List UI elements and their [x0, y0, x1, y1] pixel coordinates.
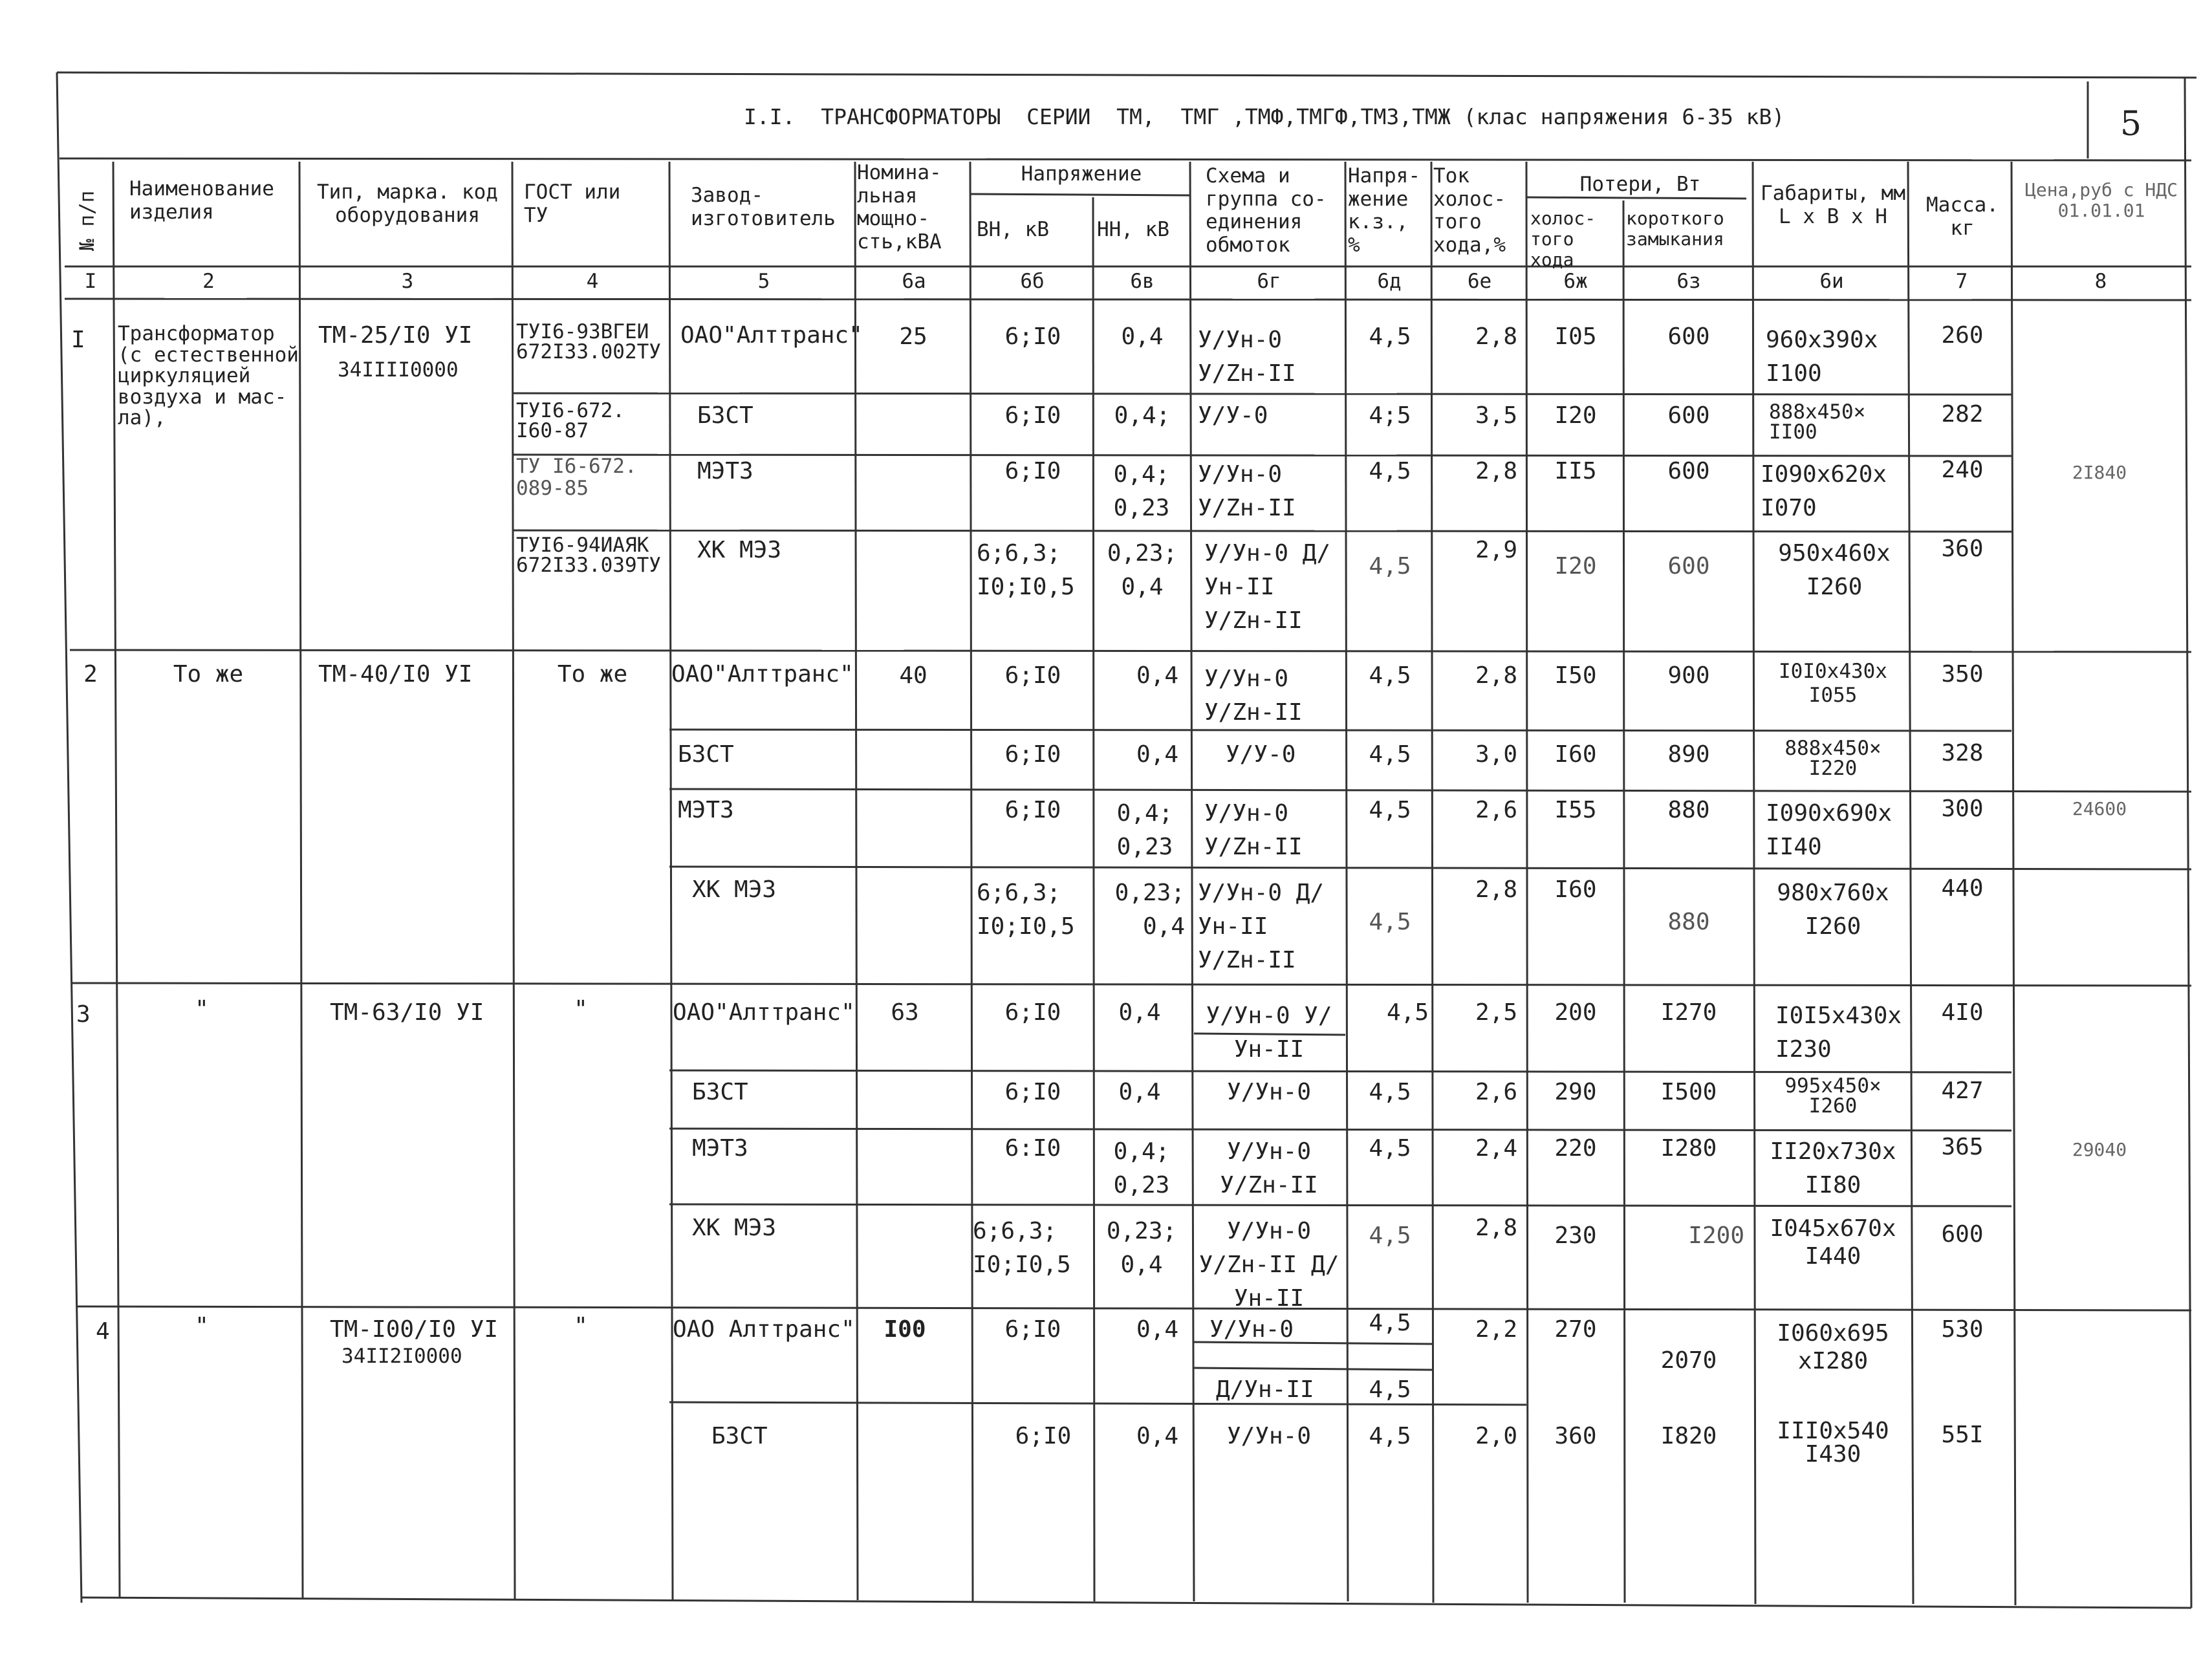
pk: 600: [1667, 323, 1710, 350]
gost: ТУI6-93ВГЕИ 672I33.002ТУ: [516, 320, 661, 363]
p0: I60: [1554, 741, 1597, 768]
header-name: Наименование изделия: [129, 177, 274, 224]
p0: 200: [1554, 999, 1597, 1026]
p0: 360: [1554, 1423, 1597, 1449]
scheme: У/Ун-0: [1226, 1079, 1312, 1105]
group-num: 3: [76, 1001, 91, 1028]
colnum: I: [84, 270, 97, 293]
header-scheme: Схема и группа со- единения обмоток: [1206, 164, 1327, 257]
uk: 4,5: [1369, 1222, 1411, 1249]
power: 63: [891, 999, 919, 1026]
dims: I060х695 хI280: [1777, 1320, 1889, 1375]
price: 2I840: [2072, 462, 2127, 483]
p0: I20: [1554, 402, 1597, 429]
price: 29040: [2072, 1139, 2127, 1160]
p0: I20: [1554, 553, 1597, 580]
pk: 880: [1667, 909, 1710, 935]
dims: I045х670х I440: [1770, 1215, 1896, 1270]
i0: 2,8: [1475, 662, 1517, 689]
gost: ": [574, 996, 588, 1023]
uk: 4,5: [1369, 1423, 1411, 1449]
vn: 6;6,3; I0;I0,5: [977, 880, 1075, 940]
p0: I50: [1554, 662, 1597, 689]
i0: 2,5: [1475, 999, 1517, 1026]
group-num: I: [71, 327, 85, 353]
plant: ОАО"Алттранс": [671, 661, 854, 688]
vn: 6;I0: [1004, 999, 1061, 1026]
scheme: У/Ун-0 У/Zн-II: [1220, 1138, 1318, 1199]
colnum: 7: [1955, 270, 1968, 293]
uk: 4,5: [1369, 741, 1411, 768]
p0: I05: [1554, 323, 1597, 350]
pk: I200: [1688, 1222, 1744, 1249]
header-nn: НН, кВ: [1097, 218, 1169, 241]
header-i0: Ток холос- того хода,%: [1433, 164, 1506, 257]
pk: 900: [1667, 662, 1710, 689]
product-code: 34II2I0000: [342, 1345, 462, 1368]
scheme: У/Ун-0 У/Zн-II: [1198, 461, 1296, 522]
scheme: У/У-0: [1198, 402, 1268, 429]
uk: 4,5: [1369, 323, 1411, 350]
product-type: ТМ-40/I0 УI: [318, 661, 473, 688]
scheme: У/Ун-0 У/Zн-II Д/Ун-II: [1198, 1218, 1339, 1312]
mass: 427: [1941, 1078, 1984, 1104]
vn: 6;I0: [1004, 323, 1061, 350]
dims: I090х690х II40: [1766, 800, 1892, 861]
plant: МЭТЗ: [678, 797, 734, 823]
dims: I090х620х I070: [1761, 461, 1887, 522]
pk: 600: [1667, 553, 1710, 580]
mass: 440: [1941, 875, 1984, 902]
p0: 290: [1554, 1079, 1597, 1105]
nn: 0,4; 0,23: [1113, 461, 1170, 522]
colnum: 6г: [1257, 270, 1281, 293]
i0: 3,0: [1475, 741, 1517, 768]
i0: 2,9: [1475, 537, 1517, 563]
header-mass: Масса. кг: [1926, 193, 1999, 240]
power: I00: [884, 1316, 926, 1343]
scheme: У/Ун-0: [1209, 1316, 1294, 1343]
mass: 365: [1941, 1134, 1984, 1160]
pk: I500: [1660, 1079, 1717, 1105]
vn: 6;I0: [1004, 741, 1061, 768]
nn: 0,4;: [1114, 402, 1171, 429]
colnum: 6и: [1819, 270, 1844, 293]
pk: 890: [1667, 741, 1710, 768]
i0: 2,6: [1475, 797, 1517, 823]
p0: I55: [1554, 797, 1597, 823]
dims: 995х450× I260: [1784, 1074, 1881, 1118]
uk: 4,5: [1386, 999, 1429, 1026]
vn: 6;6,3; I0;I0,5: [973, 1218, 1071, 1279]
mass: 55I: [1941, 1422, 1984, 1448]
colnum: 2: [202, 270, 215, 293]
i0: 2,8: [1475, 458, 1517, 484]
uk: 4;5: [1369, 402, 1411, 429]
nn: 0,4: [1118, 1079, 1161, 1105]
scheme: У/У-0: [1226, 741, 1296, 768]
plant: ОАО Алттранс": [673, 1316, 855, 1343]
dims: III0х540 I430: [1777, 1418, 1889, 1468]
uk: 4,5: [1369, 909, 1411, 935]
header-vn: ВН, кВ: [977, 218, 1049, 241]
dims: 888х450× II00: [1769, 400, 1866, 444]
uk: 4,5: [1369, 553, 1411, 580]
nn: 0,23; 0,4: [1107, 540, 1178, 601]
header-uk: Напря- жение к.з., %: [1348, 164, 1420, 257]
plant: ХК МЭЗ: [697, 537, 782, 563]
group-num: 2: [83, 661, 98, 688]
pk: 600: [1667, 458, 1710, 484]
mass: 260: [1941, 322, 1984, 349]
nn: 0,4; 0,23: [1113, 1138, 1170, 1199]
plant: ОАО"Алттранс": [673, 999, 855, 1026]
vn: 6;I0: [1004, 1079, 1061, 1105]
uk: 4,5: [1369, 662, 1411, 689]
colnum: 6д: [1377, 270, 1402, 293]
nn: 0,23; 0,4: [1114, 880, 1185, 940]
product-name: То же: [173, 661, 244, 688]
pk: 600: [1667, 402, 1710, 429]
i0: 2,2: [1475, 1316, 1517, 1343]
dims: I0I0х430х I055: [1779, 660, 1887, 708]
header-pk: короткого замыкания: [1626, 208, 1724, 250]
i0: 3,5: [1475, 402, 1517, 429]
uk: 4,5: [1369, 458, 1411, 484]
scheme: У/Ун-0: [1226, 1423, 1312, 1449]
vn: 6;I0: [1015, 1423, 1072, 1449]
p0: 230: [1554, 1222, 1597, 1249]
nn: 0,4: [1136, 741, 1178, 768]
vn: 6;I0: [1004, 1316, 1061, 1343]
mass: 240: [1941, 457, 1984, 483]
gost: ТУI6-94ИАЯК 672I33.039ТУ: [516, 534, 661, 577]
pk: I270: [1660, 999, 1717, 1026]
colnum: 6ж: [1563, 270, 1588, 293]
plant: БЗСТ: [678, 741, 734, 768]
mass: 600: [1941, 1221, 1984, 1248]
power: 25: [899, 323, 927, 350]
plant: БЗСТ: [697, 402, 754, 429]
dims: 888х450× I220: [1784, 737, 1881, 780]
product-code: 34IIII0000: [338, 358, 459, 382]
pk: I820: [1660, 1423, 1717, 1449]
nn: 0,4; 0,23: [1116, 800, 1173, 861]
page-title: I.I. ТРАНСФОРМАТОРЫ СЕРИИ ТМ, ТМГ ,ТМФ,ТМГФ,ТМЗ,ТМЖ (клас напряжения 6-35 кВ): [744, 104, 1785, 129]
scheme: У/Ун-0 У/Ун-II: [1206, 1002, 1332, 1063]
p0: 270: [1554, 1316, 1597, 1343]
colnum: 3: [401, 270, 414, 293]
mass: 282: [1941, 401, 1984, 428]
vn: 6;I0: [1004, 458, 1061, 484]
scheme: У/Ун-0 Д/Ун-II У/Zн-II: [1204, 540, 1331, 634]
vn: 6;I0: [1004, 662, 1061, 689]
header-price: Цена,руб с НДС 01.01.01: [2024, 179, 2178, 222]
colnum: 4: [586, 270, 599, 293]
gost: ТУI6-672. I60-87: [516, 399, 625, 442]
uk: 4,5: [1369, 1079, 1411, 1105]
header-num: № п/п: [76, 190, 99, 251]
scheme: У/Ун-0 Д/Ун-II У/Zн-II: [1198, 880, 1325, 974]
i0: 2,8: [1475, 1215, 1517, 1241]
product-name: Трансформатор (с естественной циркуляцией воздуха и мас- ла),: [118, 322, 299, 430]
mass: 530: [1941, 1316, 1984, 1343]
dims: II20х730х II80: [1770, 1138, 1896, 1199]
uk: 4,5: [1369, 1310, 1411, 1336]
colnum: 6е: [1467, 270, 1492, 293]
nn: 0,4: [1136, 662, 1178, 689]
vn: 6:I0: [1004, 1135, 1061, 1162]
group-num: 4: [96, 1318, 110, 1345]
uk: 4,5: [1369, 1135, 1411, 1162]
mass: 360: [1941, 536, 1984, 562]
dims: I0I5х430х I230: [1775, 1002, 1902, 1063]
uk: 4,5: [1369, 797, 1411, 823]
header-plant: Завод- изготовитель: [691, 184, 836, 230]
mass: 4I0: [1941, 999, 1984, 1026]
i0: 2,4: [1475, 1135, 1517, 1162]
plant: МЭТЗ: [692, 1135, 748, 1162]
price: 24600: [2072, 798, 2127, 819]
header-losses: Потери, Вт: [1579, 173, 1701, 196]
product-name: ": [195, 996, 209, 1023]
header-type: Тип, марка. код оборудования: [317, 180, 498, 227]
p0: II5: [1554, 458, 1597, 484]
pk: I280: [1660, 1135, 1717, 1162]
gost: ": [574, 1313, 588, 1339]
scheme: У/Ун-0 У/Zн-II: [1204, 800, 1303, 861]
p0: I60: [1554, 876, 1597, 903]
plant: ХК МЭЗ: [692, 876, 777, 903]
header-voltage: Напряжение: [1021, 162, 1142, 186]
mass: 300: [1941, 796, 1984, 822]
pk: 2070: [1660, 1347, 1717, 1374]
mass: 350: [1941, 661, 1984, 688]
colnum: 6а: [902, 270, 926, 293]
product-type: ТМ-63/I0 УI: [330, 999, 484, 1026]
plant: БЗСТ: [692, 1079, 748, 1105]
header-gost: ГОСТ или ТУ: [524, 180, 621, 227]
product-type: ТМ-25/I0 УI: [318, 322, 473, 349]
mass: 328: [1941, 740, 1984, 766]
plant: ХК МЭЗ: [692, 1215, 777, 1241]
header-p0: холос- того хода: [1530, 208, 1596, 271]
dims: 960х390х I100: [1766, 327, 1878, 387]
i0: 2,0: [1475, 1423, 1517, 1449]
gost: То же: [557, 661, 628, 688]
uk: 4,5: [1369, 1376, 1411, 1403]
dims: 950х460х I260: [1778, 540, 1891, 601]
power: 40: [899, 662, 927, 689]
colnum: 8: [2094, 270, 2107, 293]
colnum: 6б: [1020, 270, 1045, 293]
dims: 980х760х I260: [1777, 880, 1889, 940]
plant: БЗСТ: [711, 1423, 768, 1449]
colnum: 6в: [1130, 270, 1155, 293]
plant: МЭТЗ: [697, 458, 754, 484]
scheme: У/Ун-0 У/Zн-II: [1204, 666, 1303, 726]
colnum: 5: [757, 270, 770, 293]
i0: 2,6: [1475, 1079, 1517, 1105]
nn: 0,23; 0,4: [1106, 1218, 1177, 1279]
product-name: ": [195, 1313, 209, 1339]
nn: 0,4: [1118, 999, 1161, 1026]
scheme: У/Ун-0 У/Zн-II: [1198, 327, 1296, 387]
i0: 2,8: [1475, 876, 1517, 903]
nn: 0,4: [1121, 323, 1164, 350]
vn: 6;I0: [1004, 402, 1061, 429]
pk: 880: [1667, 797, 1710, 823]
scheme: Д/Ун-II: [1216, 1376, 1314, 1403]
product-type: ТМ-I00/I0 УI: [330, 1316, 499, 1343]
plant: ОАО"Алттранс": [680, 322, 863, 349]
colnum: 6з: [1676, 270, 1701, 293]
nn: 0,4: [1136, 1423, 1178, 1449]
i0: 2,8: [1475, 323, 1517, 350]
nn: 0,4: [1136, 1316, 1178, 1343]
header-dims: Габариты, мм L x B x H: [1761, 182, 1905, 228]
header-power: Номина- льная мощно- сть,кВА: [857, 161, 942, 254]
vn: 6;I0: [1004, 797, 1061, 823]
p0: 220: [1554, 1135, 1597, 1162]
vn: 6;6,3; I0;I0,5: [977, 540, 1075, 601]
page-number: 5: [2120, 105, 2142, 144]
gost: ТУ I6-672. 089-85: [516, 455, 637, 501]
